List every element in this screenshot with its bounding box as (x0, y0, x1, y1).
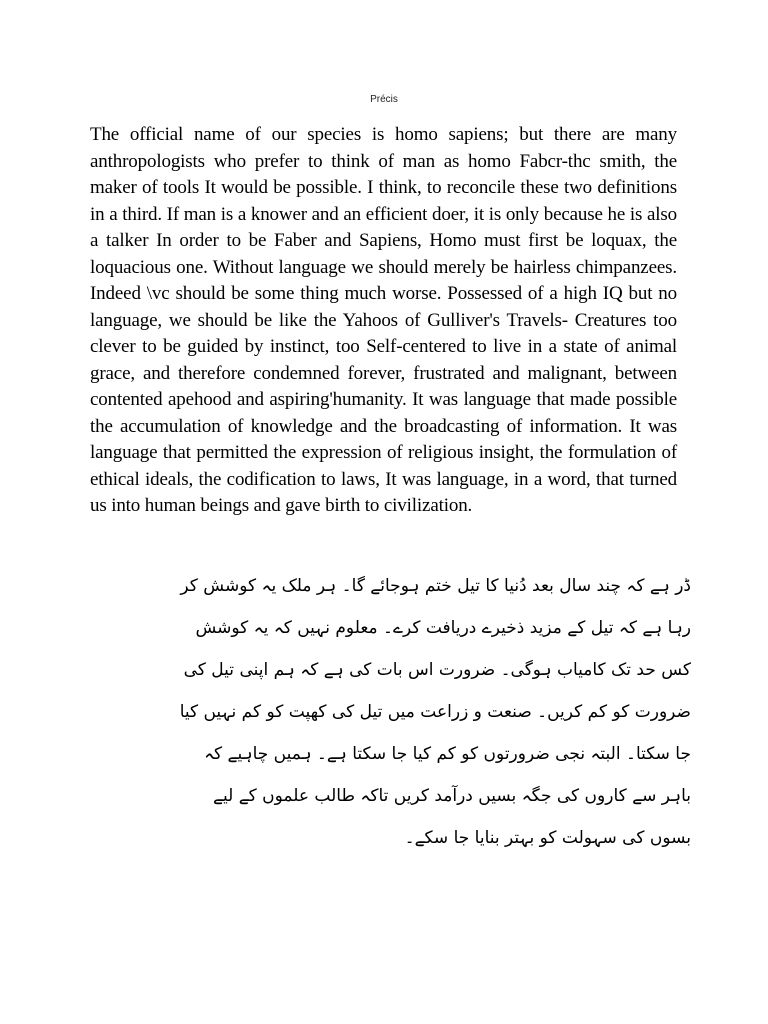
page-header: Précis (370, 94, 398, 105)
precis-paragraph: The official name of our species is homo sapiens; but there are many anthropologists who prefer to think of man as homo Fabcr-thc smith, the maker of tools It would be possible. I think, to reconcile these two definitions in a third. If man is a knower and an efficient doer, it is only because he is also a talker In order to be Faber and Sapiens, Homo must first be loquax, the loquacious one. Without language we should merely be hairless chimpanzees. Indeed \vc should be some thing much worse. Possessed of a high IQ but no language, we should be like the Yahoos of Gulliver's Travels- Creatures too clever to be guided by instinct, too Self-centered to live in a state of animal grace, and therefore condemned forever, frustrated and malignant, between contented apehood and aspiring'humanity. It was language that made possible the accumulation of knowledge and the broadcasting of information. It was language that permitted the expression of religious insight, the formulation of ethical ideals, the codification to laws, It was language, in a word, that turned us into human beings and gave birth to civilization. (90, 124, 677, 516)
urdu-text: ڈر ہے کہ چند سال بعد دُنیا کا تیل ختم ہوجائے گا۔ ہر ملک یہ کوشش کر رہا ہے کہ تیل کے مزید ذخیرے دریافت کرے۔ معلوم نہیں کہ یہ کوشش کس حد تک کامیاب ہوگی۔ ضرورت اس بات کی ہے کہ ہم اپنی تیل کی ضرورت کو کم کریں۔ صنعت و زراعت میں تیل کی کھپت کو کم نہیں کیا جا سکتا۔ البتہ نجی ضرورتوں کو کم کیا جا سکتا ہے۔ ہمیں چاہیے کہ باہر سے کاروں کی جگہ بسیں درآمد کریں تاکہ طالب علموں کے لیے بسوں کی سہولت کو بہتر بنایا جا سکے۔ (179, 576, 691, 848)
urdu-handwritten-passage (178, 565, 691, 848)
